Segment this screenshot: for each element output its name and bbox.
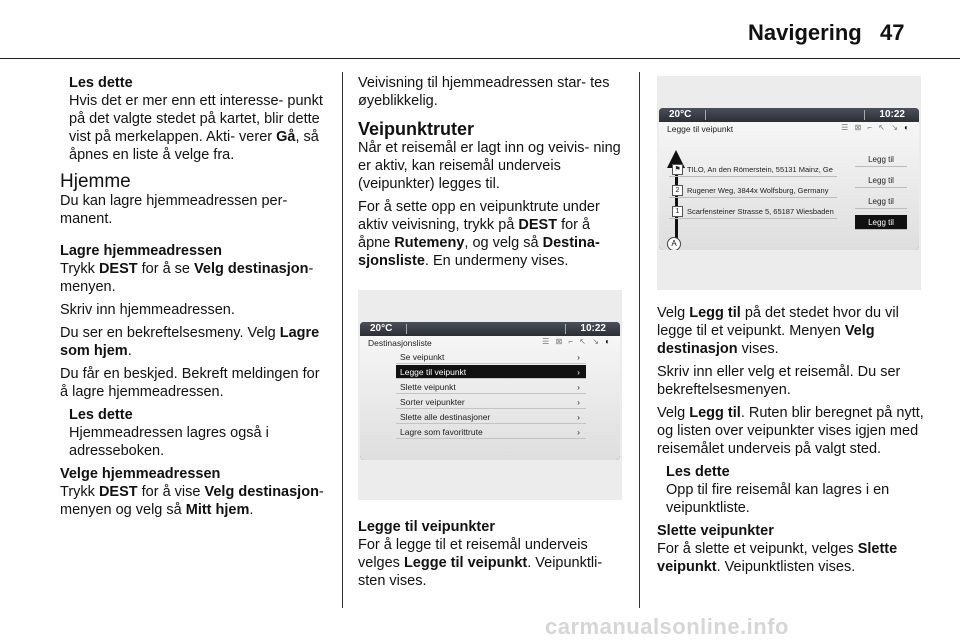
status-bar <box>360 322 620 336</box>
note-title: Les dette <box>69 407 133 423</box>
note-text: Hjemmeadressen lagres også i adresseboken. <box>69 425 269 459</box>
menu-item-label: Lagre som favorittrute <box>400 427 483 437</box>
waypoint-row[interactable] <box>669 183 837 198</box>
chevron-right-icon: › <box>577 352 580 362</box>
add-waypoint-button[interactable]: Legg til <box>855 215 907 230</box>
waypoint-address: Scarfensteiner Strasse 5, 65187 Wiesbaden <box>687 207 834 216</box>
flag-icon: ⚑ <box>672 164 683 175</box>
menu-item-label: Legge til veipunkt <box>400 367 467 377</box>
watermark: carmanualsonline.info <box>545 614 789 639</box>
waypoint-number-icon: 2 <box>672 185 683 196</box>
note-text: Hvis det er mer enn ett interesse- punkt på det valgte stedet på kartet, blir dette vist på merkelappen. Akti- verer Gå, så åpnes en liste å velge fra. <box>69 93 323 163</box>
paragraph: Skriv inn eller velg et reisemål. Du ser bekreftelsesmenyen. <box>657 364 901 398</box>
paragraph: Du får en beskjed. Bekreft meldingen for å lagre hjemmeadressen. <box>60 366 320 400</box>
status-icons: ☰ ⊠ ⌐ ↖ ↘ ◐ <box>841 123 911 132</box>
paragraph: For å legge til et reisemål underveis velges Legge til veipunkt. Veipunktli- sten vises. <box>358 537 603 589</box>
column-1 <box>60 74 330 524</box>
note-box <box>60 74 330 164</box>
waypoint-address: TILO, An den Römerstein, 55131 Mainz, Ge <box>687 165 833 174</box>
status-bar <box>659 108 919 122</box>
paragraph: Velg Legg til på det stedet hvor du vil legge til et veipunkt. Menyen Velg destinasjon vises. <box>657 305 899 357</box>
page-number: 47 <box>880 20 905 45</box>
section-heading-veipunktruter: Veipunktruter <box>358 119 475 139</box>
note-text: Opp til fire reisemål kan lagres i en veipunktliste. <box>666 482 890 516</box>
waypoint-row[interactable] <box>669 162 837 177</box>
note-box <box>60 406 330 460</box>
add-waypoint-button[interactable]: Legg til <box>855 152 907 167</box>
chevron-right-icon: › <box>577 382 580 392</box>
panel-title: Destinasjonsliste <box>368 338 432 348</box>
menu-panel <box>360 336 620 460</box>
paragraph: Du kan lagre hjemmeadressen per- manent. <box>60 193 288 227</box>
menu-item-label: Slette veipunkt <box>400 382 456 392</box>
section-heading-hjemme: Hjemme <box>60 171 131 192</box>
paragraph: For å slette et veipunkt, velges Slette veipunkt. Veipunktlisten vises. <box>657 541 898 575</box>
menu-item[interactable] <box>396 365 586 379</box>
paragraph: Trykk DEST for å vise Velg destinasjon-menyen og velg så Mitt hjem. <box>60 484 324 518</box>
paragraph: Veivisning til hjemmeadressen star- tes øyeblikkelig. <box>358 75 610 109</box>
screenshot-add-waypoint <box>657 76 921 290</box>
panel-title: Legge til veipunkt <box>667 124 734 134</box>
menu-item[interactable] <box>396 395 586 409</box>
note-title: Les dette <box>666 464 730 480</box>
paragraph: Trykk DEST for å se Velg destinasjon-menyen. <box>60 261 314 295</box>
paragraph: Skriv inn hjemmeadressen. <box>60 302 235 318</box>
menu-item-label: Sorter veipunkter <box>400 397 465 407</box>
menu-item[interactable] <box>396 425 586 439</box>
subheading-slette: Slette veipunkter <box>657 523 774 539</box>
subheading-legge: Legge til veipunkter <box>358 519 495 535</box>
destination-icon: A <box>667 237 681 250</box>
menu-item-label: Se veipunkt <box>400 352 445 362</box>
chevron-right-icon: › <box>577 412 580 422</box>
waypoint-row[interactable] <box>669 204 837 219</box>
waypoint-number-icon: 1 <box>672 206 683 217</box>
display-screen <box>360 322 620 460</box>
menu-item-label: Slette alle destinasjoner <box>400 412 491 422</box>
page-title: Navigering <box>748 20 862 45</box>
column-2 <box>358 74 626 275</box>
paragraph: Velg Legg til. Ruten blir beregnet på nytt, og listen over veipunkter vises igjen med reisemålet underveis på valgt sted. <box>657 405 924 457</box>
add-waypoint-button[interactable]: Legg til <box>855 194 907 209</box>
status-icons: ☰ ⊠ ⌐ ↖ ↘ ◐ <box>542 337 612 346</box>
clock-label: 10:22 <box>879 109 905 120</box>
display-screen <box>659 108 919 250</box>
subheading-lagre: Lagre hjemmeadressen <box>60 243 222 259</box>
screenshot-destination-list <box>358 290 622 500</box>
note-title: Les dette <box>69 75 133 91</box>
column-2-lower <box>358 518 626 595</box>
column-divider <box>342 72 343 608</box>
temperature-label: 20°C <box>669 109 692 120</box>
clock-label: 10:22 <box>580 323 606 334</box>
header-rule <box>0 58 960 59</box>
chevron-right-icon: › <box>577 397 580 407</box>
note-box <box>657 463 927 517</box>
column-3 <box>657 304 927 581</box>
menu-item[interactable] <box>396 410 586 424</box>
subheading-velge: Velge hjemmeadressen <box>60 466 221 482</box>
waypoint-panel <box>659 122 919 250</box>
chevron-right-icon: › <box>577 427 580 437</box>
temperature-label: 20°C <box>370 323 393 334</box>
paragraph: Du ser en bekreftelsesmeny. Velg Lagre som hjem. <box>60 325 320 359</box>
paragraph: Når et reisemål er lagt inn og veivis- ning er aktiv, kan reisemål underveis (veipunkter) legges til. <box>358 140 621 192</box>
chevron-right-icon: › <box>577 367 580 377</box>
column-divider <box>639 72 640 608</box>
waypoint-address: Rugener Weg, 3844x Wolfsburg, Germany <box>687 186 829 195</box>
add-waypoint-button[interactable]: Legg til <box>855 173 907 188</box>
menu-item[interactable] <box>396 380 586 394</box>
paragraph: For å sette opp en veipunktrute under aktiv veivisning, trykk på DEST for å åpne Rutemeny, og velg så Destina- sjonsliste. En undermeny vises. <box>358 199 600 269</box>
menu-item[interactable] <box>396 350 586 364</box>
